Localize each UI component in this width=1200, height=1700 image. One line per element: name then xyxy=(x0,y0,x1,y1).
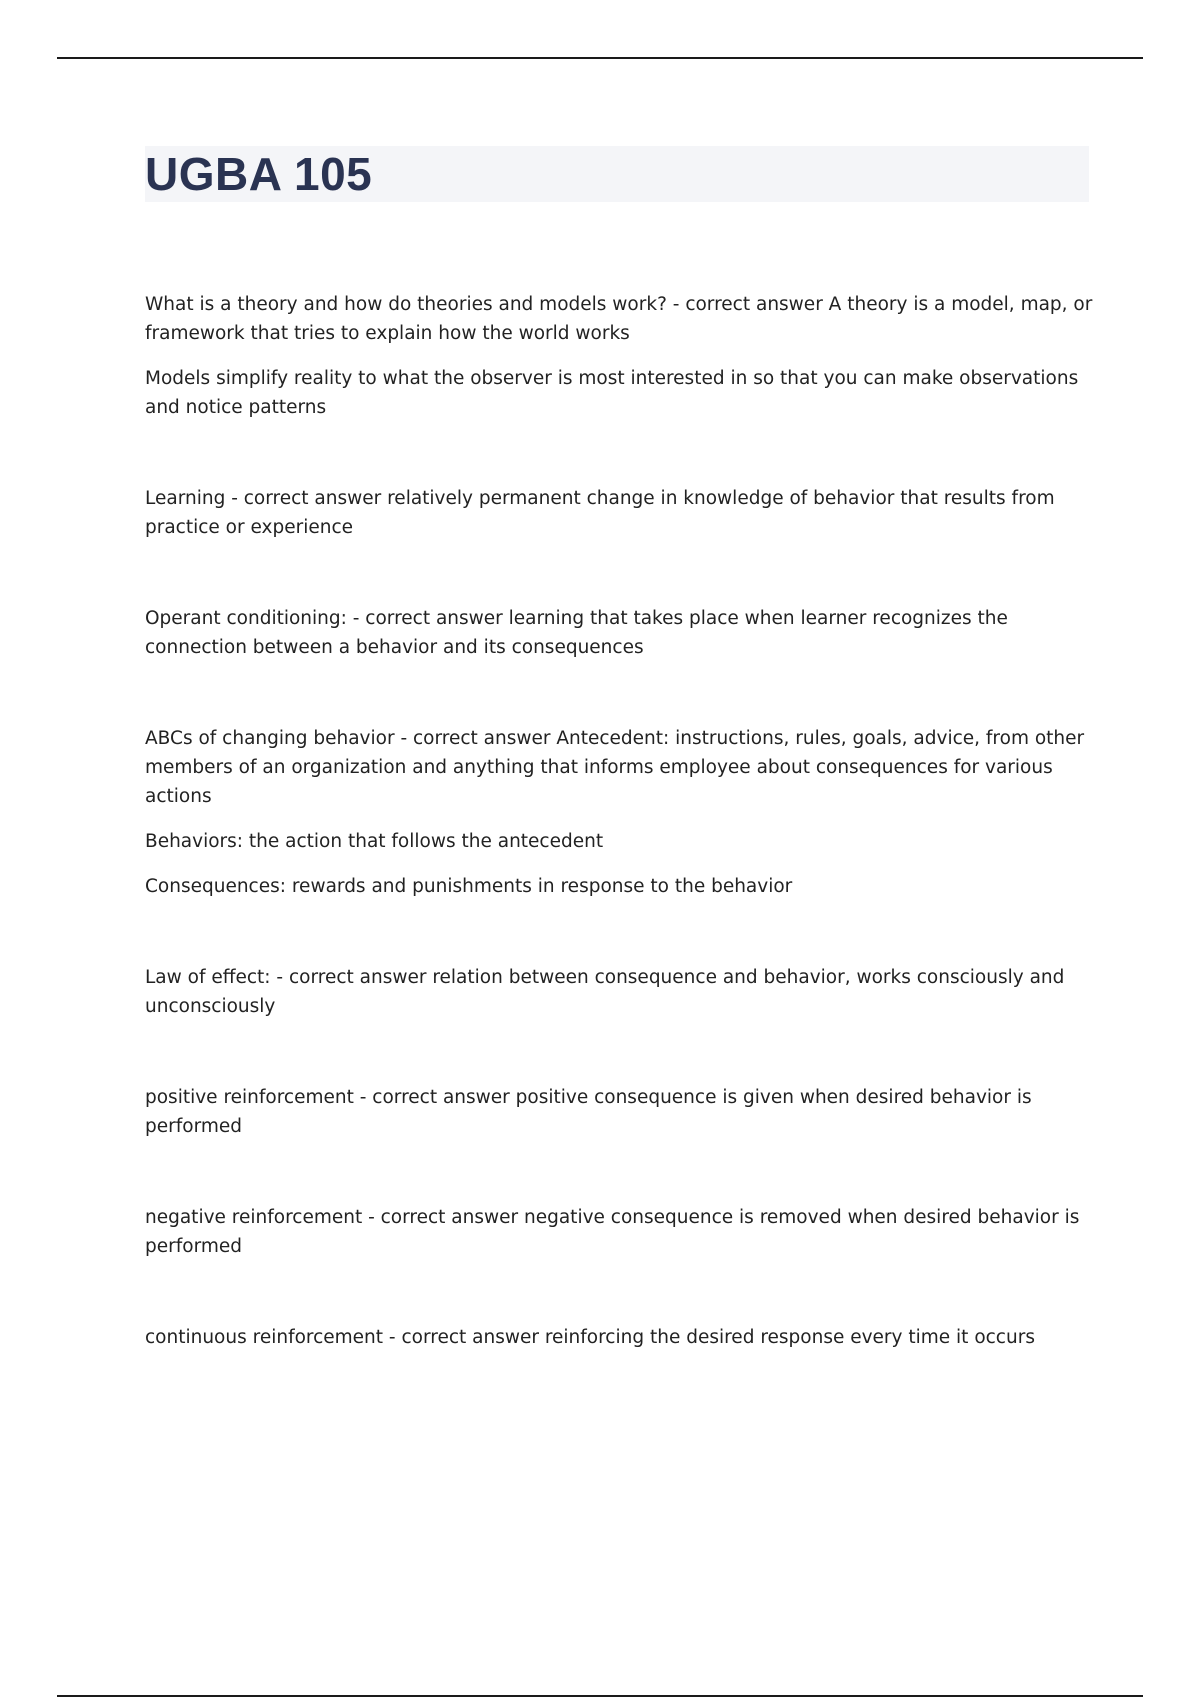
entry-paragraph: Consequences: rewards and punishments in response to the behavior xyxy=(145,876,793,897)
entry-paragraph: positive reinforcement - correct answer positive consequence is given when desired behavior is performed xyxy=(145,1087,1032,1137)
qa-entry xyxy=(145,484,1095,542)
entry-paragraph: Law of effect: - correct answer relation between consequence and behavior, works consciously and unconsciously xyxy=(145,967,1065,1017)
entry-paragraph: negative reinforcement - correct answer negative consequence is removed when desired behavior is performed xyxy=(145,1207,1080,1257)
entry-paragraph: Learning - correct answer relatively permanent change in knowledge of behavior that results from practice or experience xyxy=(145,488,1055,538)
top-rule xyxy=(57,57,1143,59)
page-title: UGBA 105 xyxy=(145,148,373,200)
entry-paragraph: Behaviors: the action that follows the antecedent xyxy=(145,831,604,852)
qa-entry xyxy=(145,1203,1095,1261)
bottom-rule xyxy=(57,1695,1143,1697)
entry-paragraph: Operant conditioning: - correct answer learning that takes place when learner recognizes the connection between a behavior and its consequences xyxy=(145,608,1008,658)
document-body xyxy=(145,290,1095,1352)
qa-entry xyxy=(145,290,1095,422)
entry-paragraph: Models simplify reality to what the observer is most interested in so that you can make observations and notice patterns xyxy=(145,368,1079,418)
qa-entry xyxy=(145,963,1095,1021)
qa-entry xyxy=(145,604,1095,662)
qa-entry xyxy=(145,1323,1095,1352)
entry-paragraph: ABCs of changing behavior - correct answer Antecedent: instructions, rules, goals, advice, from other members of an organization and anything that informs employee about consequences for various actions xyxy=(145,728,1085,807)
qa-entry xyxy=(145,1083,1095,1141)
qa-entry xyxy=(145,724,1095,901)
title-banner xyxy=(145,146,1089,202)
entry-paragraph: continuous reinforcement - correct answer reinforcing the desired response every time it occurs xyxy=(145,1327,1035,1348)
entry-paragraph: What is a theory and how do theories and models work? - correct answer A theory is a model, map, or framework that tries to explain how the world works xyxy=(145,294,1093,344)
